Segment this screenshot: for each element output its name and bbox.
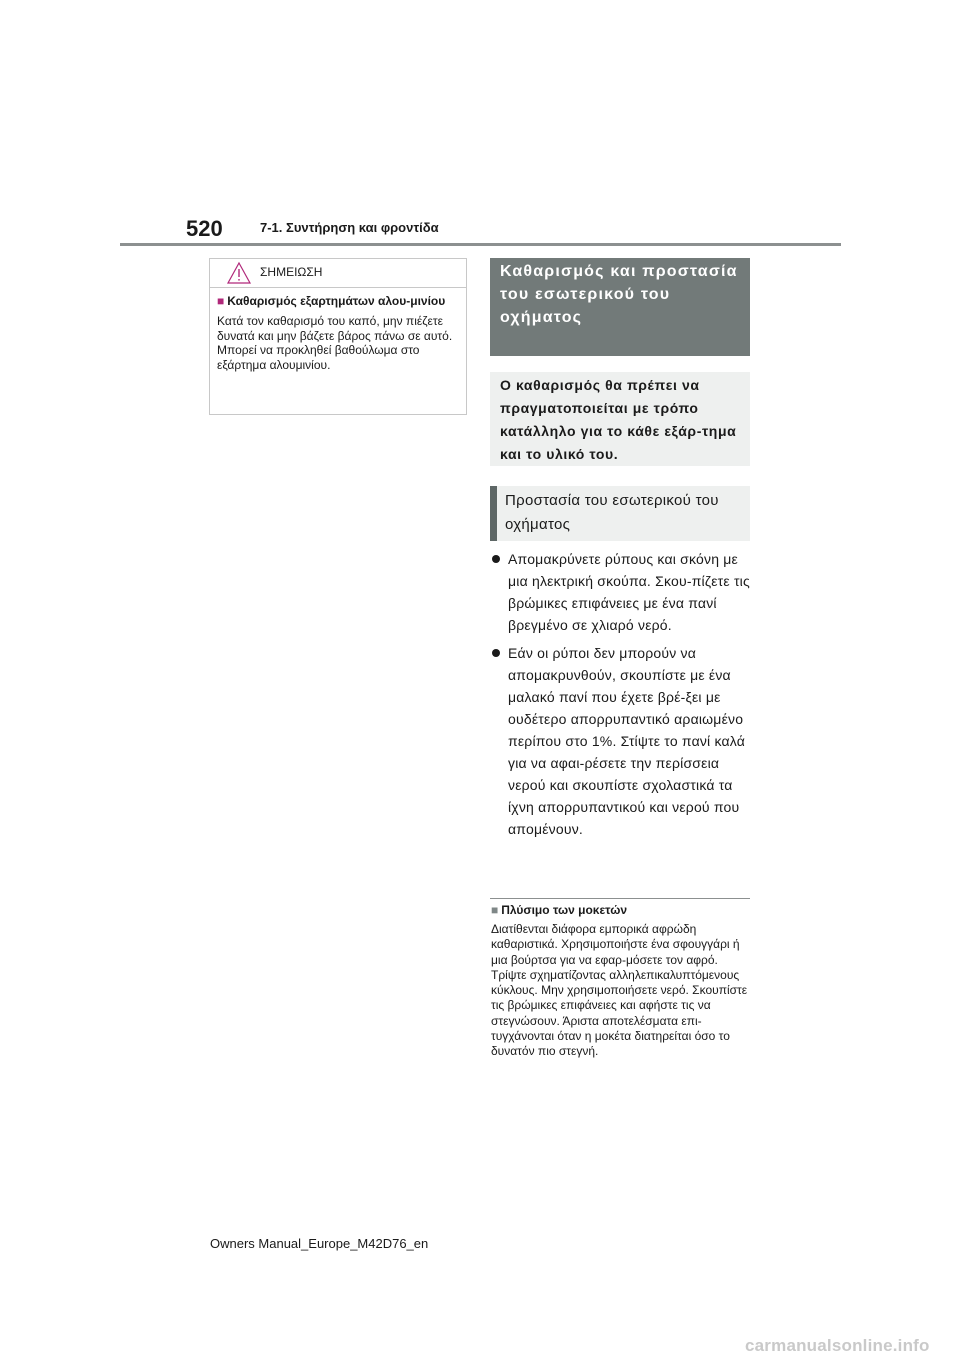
subsection-banner: Προστασία του εσωτερικού του οχήματος <box>490 486 750 541</box>
carpets-rule <box>490 898 750 899</box>
square-bullet-icon: ■ <box>217 294 225 308</box>
list-item-text: Απομακρύνετε ρύπους και σκόνη με μια ηλεκτρική σκούπα. Σκου-πίζετε τις βρώμικες επιφάνειες με ένα πανί βρεγμένο σε χλιαρό νερό. <box>508 551 750 633</box>
section-intro: Ο καθαρισμός θα πρέπει να πραγματοποιείται με τρόπο κατάλληλο για το κάθε εξάρ-τημα και το υλικό του. <box>490 372 750 466</box>
page-number: 520 <box>186 216 223 241</box>
carpets-text: Διατίθενται διάφορα εμπορικά αφρώδη καθαριστικά. Χρησιμοποιήστε ένα σφουγγάρι ή μια βούρτσα για να εφαρ-μόσετε τον αφρό. Τρίψτε σχηματίζοντας αλληλεπικαλυπτόμενους κύκλους. Μην χρησιμοποιήσετε νερό. Σκουπίστε τις βρώμικες επιφάνειες και αφήστε τις να στεγνώσουν. Άριστα αποτελέσματα επι-τυγχάνονται όταν η μοκέτα διατηρείται όσο το δυνατόν πιο στεγνή. <box>491 922 748 1059</box>
notice-heading <box>217 294 456 308</box>
section-title: 7-1. Συντήρηση και φροντίδα <box>260 220 439 235</box>
notice-text: Κατά τον καθαρισμό του καπό, μην πιέζετε δυνατά και μην βάζετε βάρος πάνω σε αυτό. Μπορεί να προκληθεί βαθούλωμα στο εξάρτημα αλουμινίου. <box>217 314 453 372</box>
notice-heading-text: Καθαρισμός εξαρτημάτων αλου-μινίου <box>227 294 446 308</box>
square-bullet-icon: ■ <box>491 903 499 917</box>
list-item <box>492 642 754 840</box>
watermark[interactable]: carmanualsonline.info <box>745 1336 930 1355</box>
section-banner: Καθαρισμός και προστασία του εσωτερικού του οχήματος <box>490 258 750 356</box>
list-item <box>492 548 754 636</box>
carpets-heading <box>491 903 627 917</box>
bullet-list <box>492 548 754 846</box>
notice-box <box>209 258 467 415</box>
notice-label: ΣΗΜΕΙΩΣΗ <box>260 265 323 279</box>
header-rule <box>120 243 841 246</box>
warning-triangle-icon <box>226 261 252 285</box>
list-item-text: Εάν οι ρύποι δεν μπορούν να απομακρυνθούν, σκουπίστε με ένα μαλακό πανί που έχετε βρέ-ξει με ουδέτερο απορρυπαντικό αραιωμένο περίπου στο 1%. Στίψτε το πανί καλά για να αφαι-ρέσετε την περίσσεια νερού και σκουπίστε σχολαστικά τα ίχνη απορρυπαντικού και νερού που απομένουν. <box>508 645 746 837</box>
bullet-dot-icon <box>492 555 500 563</box>
bullet-dot-icon <box>492 649 500 657</box>
carpets-heading-text: Πλύσιμο των μοκετών <box>501 903 627 917</box>
footer-text: Owners Manual_Europe_M42D76_en <box>210 1236 429 1251</box>
notice-header <box>210 259 466 288</box>
notice-body <box>210 288 466 372</box>
